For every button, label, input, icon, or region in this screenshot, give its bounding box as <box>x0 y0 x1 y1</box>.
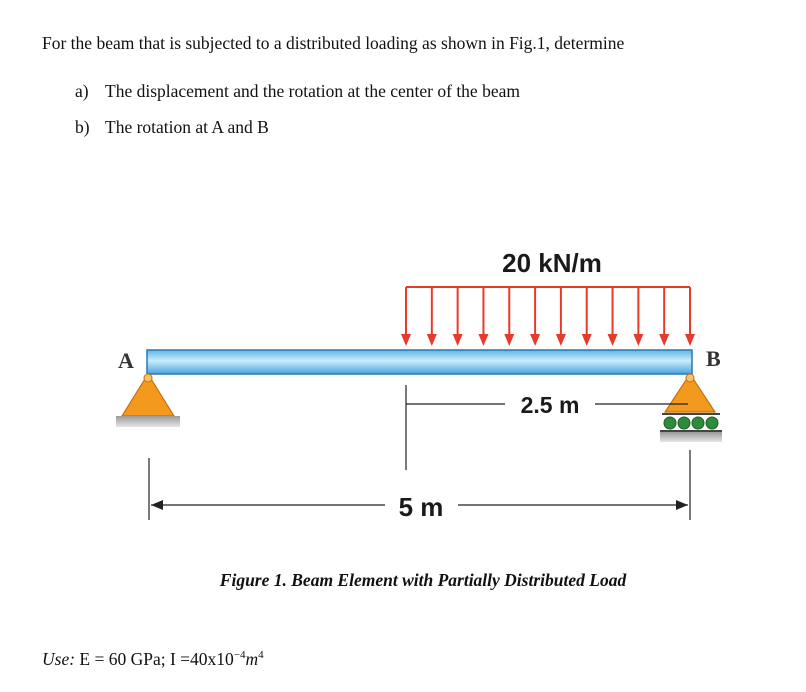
roller-wheel <box>678 417 690 429</box>
question-a-text: The displacement and the rotation at the center of the beam <box>105 81 520 101</box>
support-b-pin <box>686 374 694 382</box>
load-arrow-head <box>504 334 514 346</box>
dimension-arrowhead <box>676 500 688 510</box>
span-label: 5 m <box>398 492 444 522</box>
distributed-load <box>401 248 695 346</box>
roller-wheel <box>664 417 676 429</box>
figure-caption <box>0 570 806 591</box>
pin-support-a <box>116 374 180 427</box>
question-a-letter: a) <box>75 81 89 101</box>
half-span-dimension <box>406 385 688 470</box>
use-label: Use: <box>42 649 76 669</box>
roller-wheel <box>692 417 704 429</box>
inertia-unit: m <box>245 649 259 669</box>
load-arrow-head <box>582 334 592 346</box>
load-arrow-head <box>530 334 540 346</box>
span-dimension <box>149 450 690 522</box>
dimension-arrowhead <box>151 500 163 510</box>
load-arrow-head <box>478 334 488 346</box>
inertia-unit-exponent: 4 <box>258 649 264 662</box>
support-a-ground <box>116 416 180 427</box>
support-a-pin <box>144 374 152 382</box>
load-arrow-head <box>608 334 618 346</box>
load-arrow-head <box>556 334 566 346</box>
modulus-value: E = 60 GPa; <box>79 649 166 669</box>
roller-support-b <box>660 374 722 442</box>
inertia-prefix: I =40x10 <box>169 649 234 669</box>
beam <box>147 350 692 374</box>
question-b-text: The rotation at A and B <box>105 117 269 137</box>
support-b-label: B <box>706 346 721 371</box>
load-arrows <box>401 287 695 346</box>
question-b-letter: b) <box>75 117 90 137</box>
given-values <box>42 649 264 670</box>
load-arrow-head <box>401 334 411 346</box>
load-arrow-head <box>659 334 669 346</box>
load-magnitude-label: 20 kN/m <box>502 248 602 278</box>
support-b-ground <box>660 432 722 442</box>
load-arrow-head <box>633 334 643 346</box>
load-arrow-head <box>685 334 695 346</box>
roller-wheel <box>706 417 718 429</box>
load-arrow-head <box>453 334 463 346</box>
load-arrow-head <box>427 334 437 346</box>
half-span-label: 2.5 m <box>520 392 580 418</box>
inertia-value <box>170 649 264 669</box>
support-a-label: A <box>118 348 134 373</box>
figure-caption-text: Figure 1. Beam Element with Partially Distributed Load <box>219 570 627 590</box>
inertia-exponent: −4 <box>233 649 246 662</box>
problem-statement: For the beam that is subjected to a distributed loading as shown in Fig.1, determine <box>42 33 625 53</box>
